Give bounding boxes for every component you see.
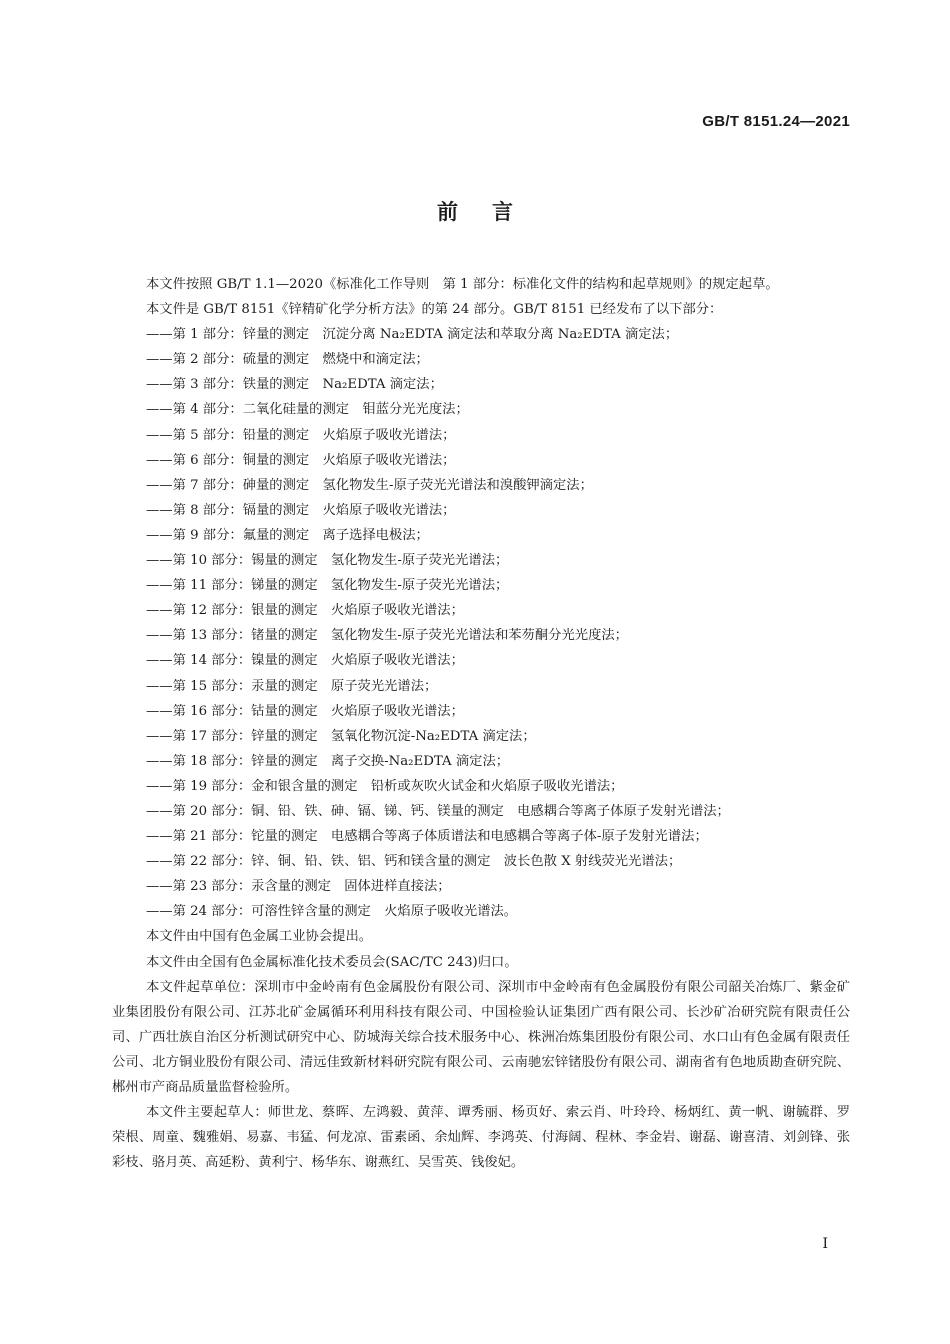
list-item: ——第 15 部分：汞量的测定 原子荧光光谱法； [146,678,438,694]
list-item: ——第 4 部分：二氧化硅量的测定 钼蓝分光光度法； [146,402,469,418]
list-item: ——第 3 部分：铁量的测定 Na₂EDTA 滴定法； [146,377,443,393]
list-item: ——第 14 部分：镍量的测定 火焰原子吸收光谱法； [146,653,464,669]
list-item: ——第 9 部分：氟量的测定 离子选择电极法； [146,527,429,543]
paragraph-drafting-rules: 本文件按照 GB/T 1.1—2020《标准化工作导则 第 1 部分：标准化文件的结构和起草规则》的规定起草。 [146,277,779,292]
list-item: ——第 5 部分：铅量的测定 火焰原子吸收光谱法； [146,427,456,443]
list-item: ——第 10 部分：锡量的测定 氢化物发生-原子荧光光谱法； [146,553,509,569]
list-item: ——第 11 部分：锑量的测定 氢化物发生-原子荧光光谱法； [146,578,509,594]
list-item: ——第 23 部分：汞含量的测定 固体进样直接法； [146,879,451,895]
list-item: ——第 24 部分：可溶性锌含量的测定 火焰原子吸收光谱法。 [146,904,518,920]
list-item: ——第 7 部分：砷量的测定 氢化物发生-原子荧光光谱法和溴酸钾滴定法； [146,477,593,493]
list-item: ——第 19 部分：金和银含量的测定 铅析或灰吹火试金和火焰原子吸收光谱法； [146,778,624,794]
list-item: ——第 13 部分：锗量的测定 氢化物发生-原子荧光光谱法和苯芴酮分光光度法； [146,628,628,644]
paragraph-drafting-units: 本文件起草单位：深圳市中金岭南有色金属股份有限公司、深圳市中金岭南有色金属股份有限公司韶关冶炼厂、紫金矿业集团股份有限公司、江苏北矿金属循环利用科技有限公司、中国检验认证集团广西有限公司、长沙矿冶研究院有限责任公司、广西壮族自治区分析测试研究中心、防城海关综合技术服务中心、株洲冶炼集团股份有限公司、水口山有色金属有限责任公司、北方铜业股份有限公司、清远佳致新材料研究院有限公司、云南驰宏锌锗股份有限公司、湖南省有色地质勘查研究院、郴州市产商品质量监督检验所。 [112,979,850,1095]
list-item: ——第 8 部分：镉量的测定 火焰原子吸收光谱法； [146,502,456,518]
list-item: ——第 16 部分：钴量的测定 火焰原子吸收光谱法； [146,703,464,719]
paragraph-jurisdiction: 本文件由全国有色金属标准化技术委员会(SAC/TC 243)归口。 [146,954,518,970]
paragraph-main-drafters: 本文件主要起草人：师世龙、蔡晖、左鸿毅、黄萍、谭秀丽、杨页好、索云肖、叶玲玲、杨炳红、黄一帆、谢毓群、罗荣根、周童、魏雅娟、易嘉、韦猛、何龙凉、雷素函、余灿辉、李鸿英、付海阔、程林、李金岩、谢磊、谢喜清、刘剑锋、张彩枝、骆月英、高延粉、黄利宁、杨华东、谢燕红、吴雪英、钱俊妃。 [112,1105,850,1171]
page-number: Ⅰ [822,1236,828,1252]
list-item: ——第 2 部分：硫量的测定 燃烧中和滴定法； [146,352,429,368]
page-title: 前言 [437,200,547,224]
paragraph-proposed-by: 本文件由中国有色金属工业协会提出。 [146,929,373,945]
foreword-body [112,272,850,1175]
list-item: ——第 1 部分：锌量的测定 沉淀分离 Na₂EDTA 滴定法和萃取分离 Na₂EDTA 滴定法； [146,327,679,343]
list-item: ——第 17 部分：锌量的测定 氢氧化物沉淀-Na₂EDTA 滴定法； [146,728,536,744]
list-item: ——第 22 部分：锌、铜、铅、铁、铝、钙和镁含量的测定 波长色散 X 射线荧光光谱法； [146,854,682,870]
list-item: ——第 6 部分：铜量的测定 火焰原子吸收光谱法； [146,452,456,468]
standard-number: GB/T 8151.24—2021 [702,113,850,130]
parts-list [112,322,850,924]
paragraph-series-intro: 本文件是 GB/T 8151《锌精矿化学分析方法》的第 24 部分。GB/T 8151 已经发布了以下部分： [146,302,723,318]
list-item: ——第 20 部分：铜、铅、铁、砷、镉、锑、钙、镁量的测定 电感耦合等离子体原子发射光谱法； [146,803,730,819]
list-item: ——第 21 部分：铊量的测定 电感耦合等离子体质谱法和电感耦合等离子体-原子发射光谱法； [146,829,708,845]
list-item: ——第 18 部分：锌量的测定 离子交换-Na₂EDTA 滴定法； [146,753,510,769]
list-item: ——第 12 部分：银量的测定 火焰原子吸收光谱法； [146,603,464,619]
